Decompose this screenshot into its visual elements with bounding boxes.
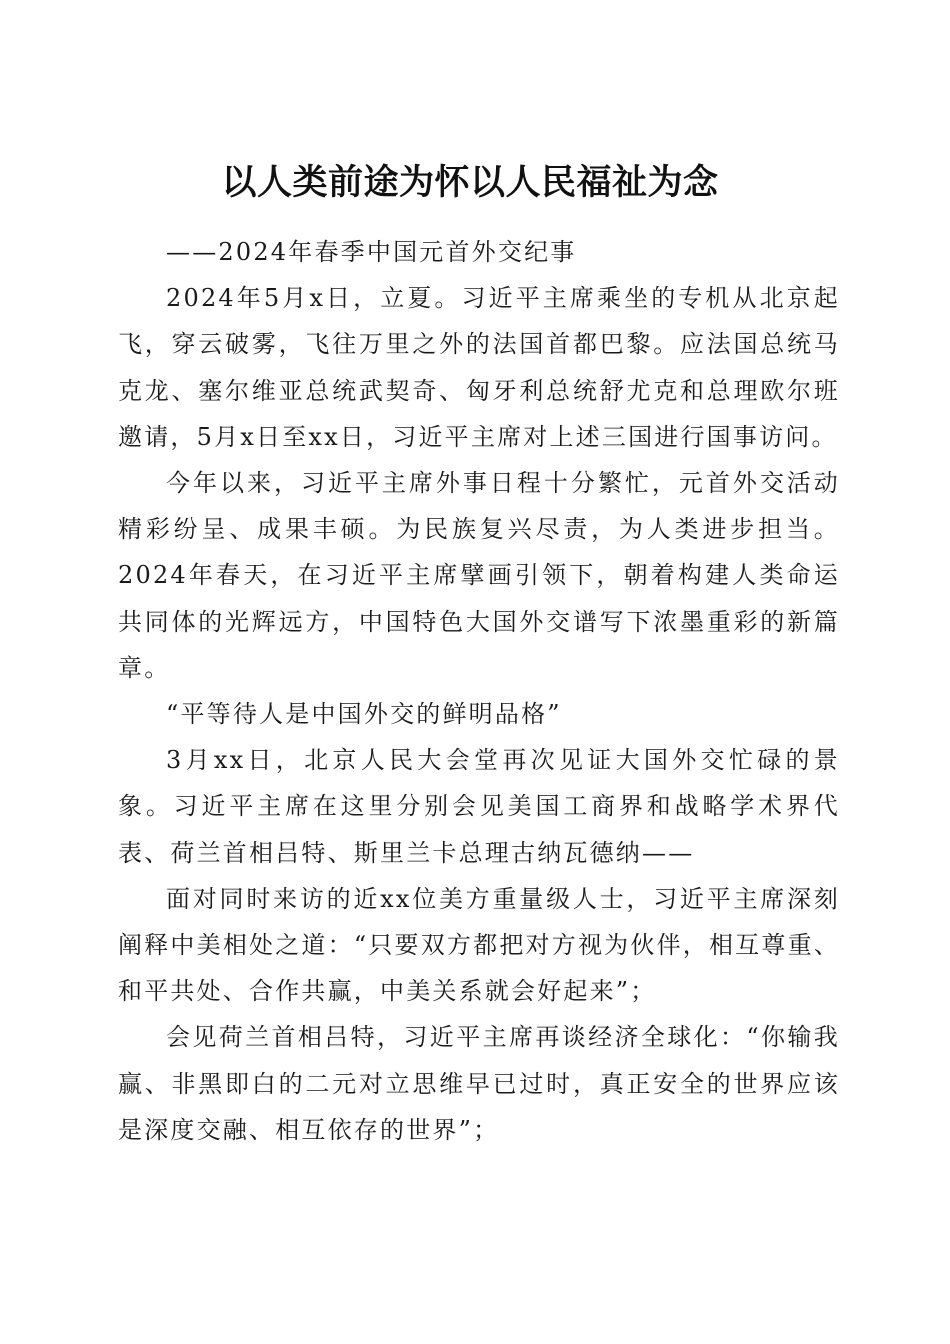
- body-paragraph: 2024年5月x日，立夏。习近平主席乘坐的专机从北京起飞，穿云破雾，飞往万里之外的法国首都巴黎。应法国总统马克龙、塞尔维亚总统武契奇、匈牙利总统舒尤克和总理欧尔班邀请，5月x日至xx日，习近平主席对上述三国进行国事访问。: [118, 284, 840, 451]
- body-paragraph: 今年以来，习近平主席外事日程十分繁忙，元首外交活动精彩纷呈、成果丰硕。为民族复兴尽责，为人类进步担当。2024年春天，在习近平主席擘画引领下，朝着构建人类命运共同体的光辉远方，中国特色大国外交谱写下浓墨重彩的新篇章。: [118, 469, 840, 682]
- subtitle-paragraph: ——2024年春季中国元首外交纪事: [166, 238, 577, 266]
- body-paragraph: 面对同时来访的近xx位美方重量级人士，习近平主席深刻阐释中美相处之道：“只要双方都把对方视为伙伴，相互尊重、和平共处、合作共赢，中美关系就会好起来”；: [118, 884, 840, 1006]
- body-paragraph: 会见荷兰首相吕特，习近平主席再谈经济全球化：“你输我赢、非黑即白的二元对立思维早已过时，真正安全的世界应该是深度交融、相互依存的世界”；: [118, 1023, 840, 1144]
- document-body: [118, 229, 840, 1153]
- body-paragraph: 3月xx日，北京人民大会堂再次见证大国外交忙碌的景象。习近平主席在这里分别会见美国工商界和战略学术界代表、荷兰首相吕特、斯里兰卡总理古纳瓦德纳——: [118, 746, 840, 867]
- section-heading: “平等待人是中国外交的鲜明品格”: [166, 700, 562, 729]
- document-title: 以人类前途为怀以人民福祉为念: [221, 163, 719, 204]
